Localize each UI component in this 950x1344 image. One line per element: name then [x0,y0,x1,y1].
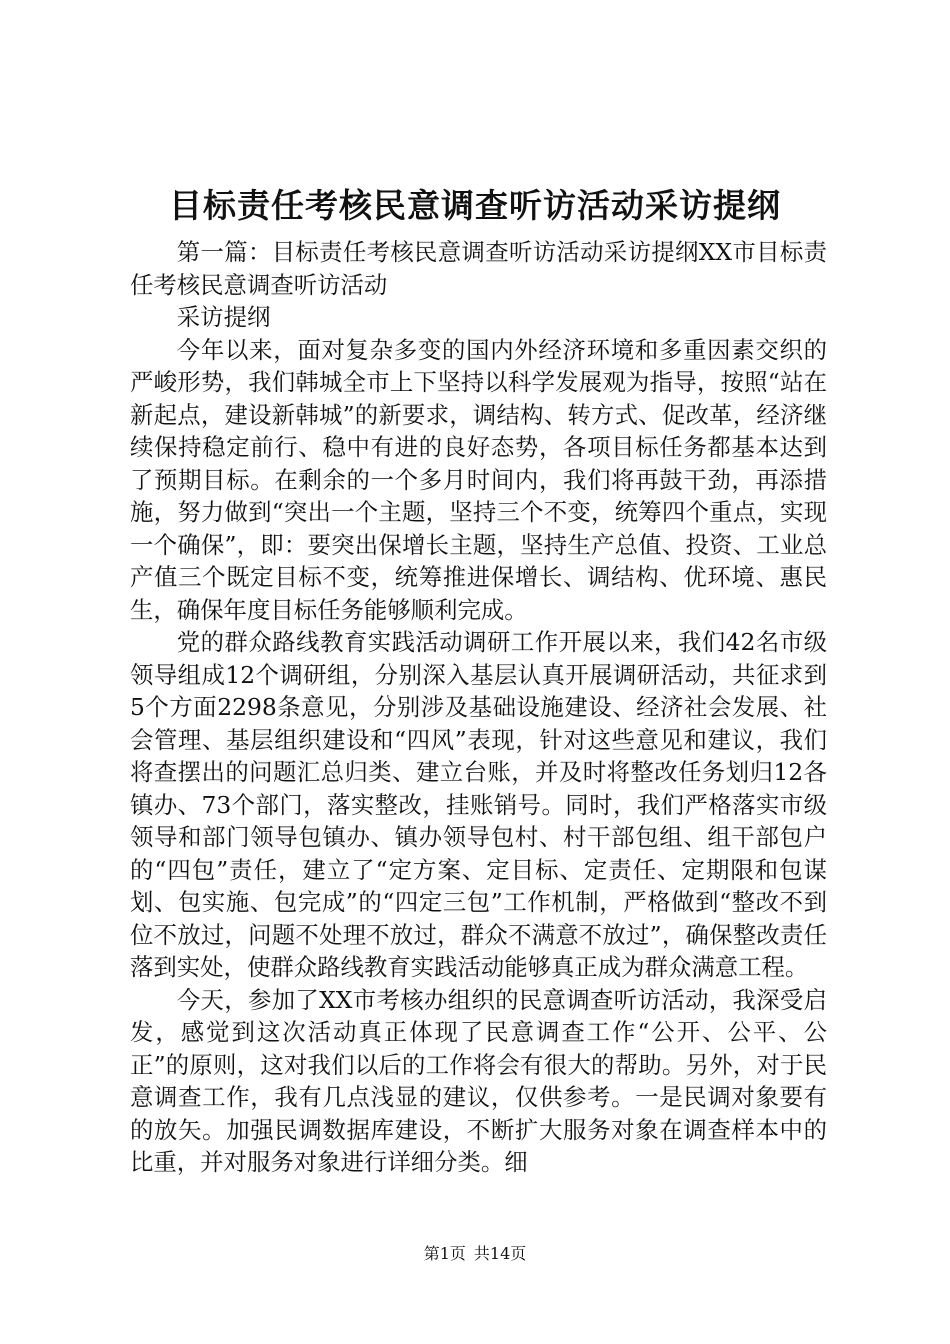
page-total: 共14页 [473,1244,527,1263]
paragraph: 党的群众路线教育实践活动调研工作开展以来，我们42名市级领导组成12个调研组，分别深入基层认真开展调研活动，共征求到5个方面2298条意见，分别涉及基础设施建设、经济社会发展、社会管理、基层组织建设和“四风”表现，针对这些意见和建议，我们将查摆出的问题汇总归类、建立台账，并及时将整改任务划归12各镇办、73个部门，落实整改，挂账销号。同时，我们严格落实市级领导和部门领导包镇办、镇办领导包村、村干部包组、组干部包户的“四包”责任，建立了“定方案、定目标、定责任、定期限和包谋划、包实施、包完成”的“四定三包”工作机制，严格做到“整改不到位不放过，问题不处理不放过，群众不满意不放过”，确保整改责任落到实处，使群众路线教育实践活动能够真正成为群众满意工程。 [130,628,827,981]
document-title: 目标责任考核民意调查听访活动采访提纲 [169,186,781,225]
page-footer [0,1243,950,1265]
paragraph-subtitle: 采访提纲 [176,303,271,331]
page-number: 第1页 [423,1244,466,1263]
paragraph: 今天，参加了XX市考核办组织的民意调查听访活动，我深受启发，感觉到这次活动真正体现了民意调查工作“公开、公平、公正”的原则，这对我们以后的工作将会有很大的帮助。另外，对于民意调查工作，我有几点浅显的建议，仅供参考。一是民调对象要有的放矢。加强民调数据库建设，不断扩大服务对象在调查样本中的比重，并对服务对象进行详细分类。细 [130,985,827,1176]
paragraph: 今年以来，面对复杂多变的国内外经济环境和多重因素交织的严峻形势，我们韩城全市上下坚持以科学发展观为指导，按照“站在新起点，建设新韩城”的新要求，调结构、转方式、促改革，经济继续保持稳定前行、稳中有进的良好态势，各项目标任务都基本达到了预期目标。在剩余的一个多月时间内，我们将再鼓干劲，再添措施，努力做到“突出一个主题，坚持三个不变，统筹四个重点，实现一个确保”，即：要突出保增长主题，坚持生产总值、投资、工业总产值三个既定目标不变，统筹推进保增长、调结构、优环境、惠民生，确保年度目标任务能够顺利完成。 [130,335,827,624]
document-body [130,236,827,1179]
paragraph-heading: 第一篇：目标责任考核民意调查听访活动采访提纲XX市目标责任考核民意调查听访活动 [130,238,827,299]
